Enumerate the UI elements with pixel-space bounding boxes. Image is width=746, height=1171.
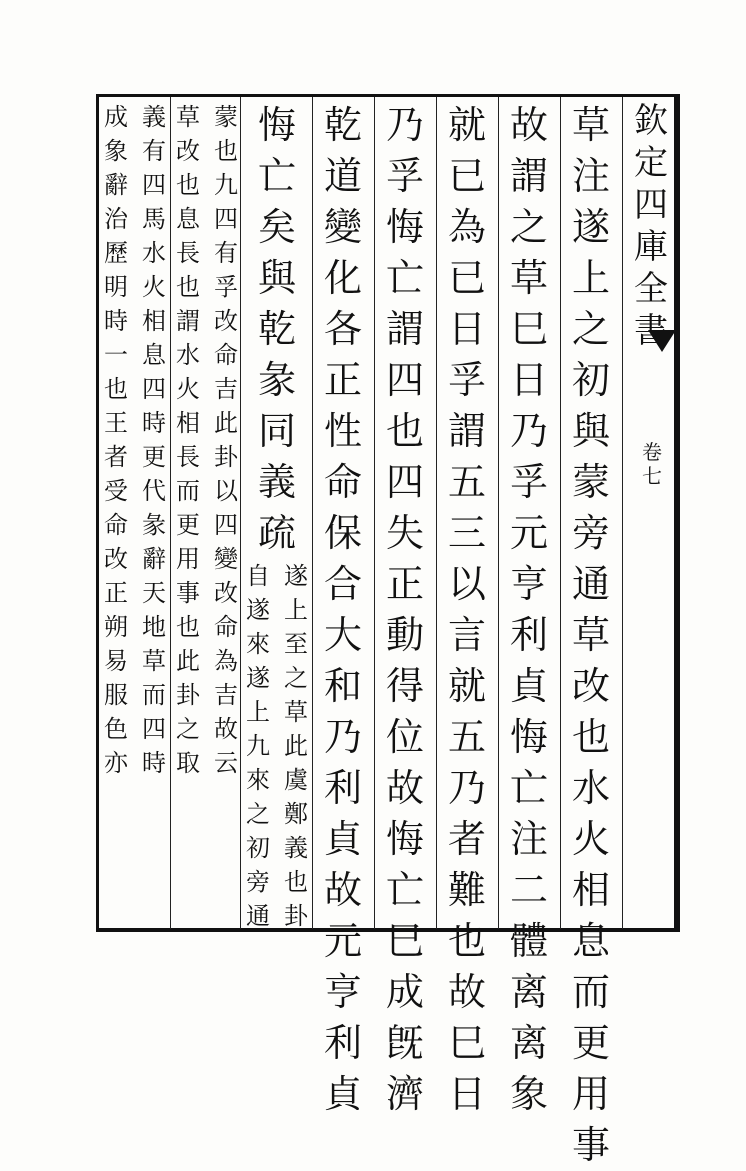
text-character: 亨 — [509, 562, 548, 606]
annotation-character: 卦 — [176, 681, 200, 709]
annotation-right — [210, 100, 242, 926]
annotation-character: 用 — [176, 545, 200, 573]
annotation-character: 義 — [284, 834, 308, 862]
annotation-character: 孚 — [214, 273, 238, 301]
text-character: 也 — [571, 715, 610, 759]
text-character: 亡 — [509, 766, 548, 810]
annotation-character: 馬 — [142, 205, 166, 233]
annotation-character: 色 — [104, 715, 128, 743]
annotation-character: 九 — [214, 171, 238, 199]
annotation-character: 也 — [284, 868, 308, 896]
text-character: 四 — [385, 460, 424, 504]
annotation-right — [138, 100, 170, 926]
text-character: 利 — [323, 1021, 362, 1065]
annotation-character: 九 — [246, 732, 270, 760]
annotation-character: 王 — [104, 409, 128, 437]
annotation-character: 也 — [176, 171, 200, 199]
annotation-character: 有 — [142, 137, 166, 165]
column-main-text — [242, 100, 312, 559]
text-character: 者 — [447, 817, 486, 861]
text-character: 貞 — [509, 664, 548, 708]
text-character: 息 — [571, 919, 610, 963]
margin-volume-label — [632, 440, 672, 488]
text-character: 日 — [447, 307, 486, 351]
annotation-character: 易 — [104, 647, 128, 675]
text-character: 悔 — [385, 205, 424, 249]
text-character: 日 — [509, 358, 548, 402]
text-character: 已 — [447, 256, 486, 300]
text-column-3 — [438, 100, 496, 1116]
annotation-character: 時 — [142, 749, 166, 777]
text-character: 成 — [385, 970, 424, 1014]
annotation-character: 上 — [284, 596, 308, 624]
annotation-character: 以 — [214, 477, 238, 505]
text-character: 同 — [257, 409, 296, 453]
annotation-character: 義 — [142, 103, 166, 131]
text-character: 更 — [571, 1021, 610, 1065]
annotation-character: 虞 — [284, 766, 308, 794]
annotation-character: 命 — [214, 341, 238, 369]
text-character: 道 — [323, 154, 362, 198]
annotation-character: 之 — [176, 715, 200, 743]
text-character: 大 — [323, 613, 362, 657]
text-character: 亨 — [323, 970, 362, 1014]
annotation-left — [172, 100, 204, 926]
text-character: 巳 — [509, 307, 548, 351]
annotation-character: 卦 — [284, 902, 308, 930]
annotation-character: 代 — [142, 477, 166, 505]
title-character: 書 — [634, 311, 668, 351]
annotation-character: 故 — [214, 715, 238, 743]
annotation-character: 四 — [214, 511, 238, 539]
text-character: 動 — [385, 613, 424, 657]
text-character: 故 — [447, 970, 486, 1014]
text-character: 化 — [323, 256, 362, 300]
text-character: 正 — [323, 358, 362, 402]
annotation-character: 草 — [142, 647, 166, 675]
annotation-character: 之 — [284, 664, 308, 692]
text-character: 注 — [509, 817, 548, 861]
annotation-right — [280, 559, 312, 933]
text-character: 變 — [323, 205, 362, 249]
text-character: 旁 — [571, 511, 610, 555]
title-character: 欽 — [634, 101, 668, 141]
text-character: 以 — [447, 562, 486, 606]
text-character: 為 — [447, 205, 486, 249]
annotation-character: 治 — [104, 205, 128, 233]
annotation-left — [242, 559, 274, 933]
text-character: 乃 — [323, 715, 362, 759]
annotation-character: 一 — [104, 341, 128, 369]
column-rule — [374, 97, 375, 929]
annotation-character: 改 — [214, 579, 238, 607]
text-character: 就 — [447, 664, 486, 708]
text-character: 通 — [571, 562, 610, 606]
annotation-character: 取 — [176, 749, 200, 777]
annotation-character: 有 — [214, 239, 238, 267]
annotation-character: 也 — [176, 273, 200, 301]
text-character: 得 — [385, 664, 424, 708]
annotation-character: 改 — [104, 545, 128, 573]
annotation-character: 相 — [142, 307, 166, 335]
text-character: 注 — [571, 154, 610, 198]
annotation-character: 時 — [104, 307, 128, 335]
annotation-character: 也 — [214, 137, 238, 165]
text-character: 悔 — [509, 715, 548, 759]
annotation-character: 而 — [176, 477, 200, 505]
text-character: 乾 — [257, 307, 296, 351]
fish-tail-mark — [648, 330, 676, 352]
annotation-character: 更 — [142, 443, 166, 471]
annotation-character: 之 — [246, 800, 270, 828]
volume-character: 七 — [642, 464, 662, 488]
text-character: 保 — [323, 511, 362, 555]
annotation-character: 草 — [284, 698, 308, 726]
text-character: 謂 — [509, 154, 548, 198]
annotation-character: 辭 — [142, 545, 166, 573]
annotation-character: 彖 — [142, 511, 166, 539]
text-character: 與 — [571, 409, 610, 453]
annotation-character: 改 — [214, 307, 238, 335]
annotation-character: 也 — [104, 375, 128, 403]
annotation-character: 四 — [214, 205, 238, 233]
text-character: 五 — [447, 460, 486, 504]
text-character: 相 — [571, 868, 610, 912]
text-character: 象 — [509, 1072, 548, 1116]
annotation-character: 天 — [142, 579, 166, 607]
annotation-character: 也 — [176, 613, 200, 641]
annotation-character: 受 — [104, 477, 128, 505]
text-character: 上 — [571, 256, 610, 300]
annotation-character: 此 — [214, 409, 238, 437]
annotation-character: 水 — [142, 239, 166, 267]
text-character: 乾 — [323, 103, 362, 147]
text-character: 濟 — [385, 1072, 424, 1116]
text-character: 彖 — [257, 358, 296, 402]
annotation-character: 事 — [176, 579, 200, 607]
text-character: 蒙 — [571, 460, 610, 504]
annotation-character: 來 — [246, 630, 270, 658]
volume-character: 卷 — [642, 440, 662, 464]
text-character: 貞 — [323, 1072, 362, 1116]
text-character: 元 — [509, 511, 548, 555]
text-character: 元 — [323, 919, 362, 963]
annotation-character: 四 — [142, 715, 166, 743]
text-character: 事 — [571, 1123, 610, 1167]
column-annotation — [242, 559, 312, 933]
annotation-character: 象 — [104, 137, 128, 165]
text-character: 謂 — [385, 307, 424, 351]
annotation-character: 卦 — [214, 443, 238, 471]
annotation-character: 更 — [176, 511, 200, 539]
text-character: 矣 — [257, 205, 296, 249]
text-character: 利 — [323, 766, 362, 810]
column-rule — [498, 97, 499, 929]
annotation-character: 自 — [246, 562, 270, 590]
text-character: 和 — [323, 664, 362, 708]
annotation-character: 為 — [214, 647, 238, 675]
text-character: 體 — [509, 919, 548, 963]
annotation-character: 此 — [284, 732, 308, 760]
text-character: 离 — [509, 1021, 548, 1065]
text-character: 也 — [385, 409, 424, 453]
text-character: 改 — [571, 664, 610, 708]
text-character: 合 — [323, 562, 362, 606]
annotation-character: 火 — [142, 273, 166, 301]
text-character: 遂 — [571, 205, 610, 249]
title-character: 四 — [634, 185, 668, 225]
annotation-character: 服 — [104, 681, 128, 709]
text-character: 貞 — [323, 817, 362, 861]
text-character: 之 — [509, 205, 548, 249]
text-character: 草 — [509, 256, 548, 300]
column-rule — [312, 97, 313, 929]
text-column-6 — [242, 100, 312, 930]
text-character: 亡 — [385, 868, 424, 912]
text-character: 旣 — [385, 1021, 424, 1065]
text-character: 而 — [571, 970, 610, 1014]
text-character: 乃 — [447, 766, 486, 810]
text-character: 位 — [385, 715, 424, 759]
text-column-4 — [376, 100, 434, 1116]
annotation-character: 來 — [246, 766, 270, 794]
text-character: 已 — [447, 154, 486, 198]
text-character: 正 — [385, 562, 424, 606]
text-character: 失 — [385, 511, 424, 555]
annotation-character: 辭 — [104, 171, 128, 199]
annotation-character: 云 — [214, 749, 238, 777]
text-character: 乃 — [509, 409, 548, 453]
annotation-character: 上 — [246, 698, 270, 726]
annotation-character: 者 — [104, 443, 128, 471]
text-character: 也 — [447, 919, 486, 963]
text-character: 之 — [571, 307, 610, 351]
text-character: 疏 — [257, 511, 296, 555]
annotation-character: 息 — [176, 205, 200, 233]
annotation-character: 遂 — [246, 664, 270, 692]
text-character: 故 — [323, 868, 362, 912]
text-character: 謂 — [447, 409, 486, 453]
annotation-character: 成 — [104, 103, 128, 131]
annotation-character: 此 — [176, 647, 200, 675]
text-character: 日 — [447, 1072, 486, 1116]
text-character: 命 — [323, 460, 362, 504]
text-character: 言 — [447, 613, 486, 657]
text-character: 就 — [447, 103, 486, 147]
text-character: 利 — [509, 613, 548, 657]
annotation-character: 朔 — [104, 613, 128, 641]
text-character: 二 — [509, 868, 548, 912]
text-column-8 — [100, 100, 170, 926]
annotation-character: 改 — [176, 137, 200, 165]
annotation-character: 蒙 — [214, 103, 238, 131]
text-character: 義 — [257, 460, 296, 504]
annotation-character: 遂 — [284, 562, 308, 590]
text-character: 巳 — [447, 1021, 486, 1065]
annotation-character: 命 — [104, 511, 128, 539]
text-character: 性 — [323, 409, 362, 453]
text-character: 孚 — [385, 154, 424, 198]
text-character: 難 — [447, 868, 486, 912]
text-character: 火 — [571, 817, 610, 861]
annotation-character: 四 — [142, 375, 166, 403]
text-character: 用 — [571, 1072, 610, 1116]
annotation-character: 長 — [176, 443, 200, 471]
text-character: 三 — [447, 511, 486, 555]
annotation-character: 息 — [142, 341, 166, 369]
text-character: 初 — [571, 358, 610, 402]
annotation-character: 亦 — [104, 749, 128, 777]
text-character: 亡 — [257, 154, 296, 198]
annotation-character: 火 — [176, 375, 200, 403]
annotation-character: 草 — [176, 103, 200, 131]
annotation-character: 相 — [176, 409, 200, 437]
annotation-character: 變 — [214, 545, 238, 573]
text-column-1 — [562, 100, 620, 1167]
title-character: 定 — [634, 143, 668, 183]
title-character: 全 — [634, 269, 668, 309]
annotation-character: 吉 — [214, 681, 238, 709]
text-character: 草 — [571, 103, 610, 147]
annotation-character: 命 — [214, 613, 238, 641]
annotation-character: 而 — [142, 681, 166, 709]
annotation-character: 通 — [246, 902, 270, 930]
annotation-character: 地 — [142, 613, 166, 641]
annotation-character: 四 — [142, 171, 166, 199]
annotation-character: 正 — [104, 579, 128, 607]
annotation-character: 時 — [142, 409, 166, 437]
annotation-character: 至 — [284, 630, 308, 658]
column-rule — [170, 97, 171, 929]
annotation-character: 遂 — [246, 596, 270, 624]
text-character: 悔 — [257, 103, 296, 147]
annotation-character: 水 — [176, 341, 200, 369]
text-character: 离 — [509, 970, 548, 1014]
annotation-character: 明 — [104, 273, 128, 301]
text-character: 與 — [257, 256, 296, 300]
text-character: 水 — [571, 766, 610, 810]
text-character: 五 — [447, 715, 486, 759]
title-character: 庫 — [634, 227, 668, 267]
text-column-5 — [314, 100, 372, 1116]
text-character: 亡 — [385, 256, 424, 300]
text-character: 各 — [323, 307, 362, 351]
annotation-left — [100, 100, 132, 926]
text-column-2 — [500, 100, 558, 1116]
column-rule — [560, 97, 561, 929]
text-character: 悔 — [385, 817, 424, 861]
annotation-character: 歷 — [104, 239, 128, 267]
text-character: 草 — [571, 613, 610, 657]
annotation-character: 吉 — [214, 375, 238, 403]
annotation-character: 旁 — [246, 868, 270, 896]
text-character: 故 — [509, 103, 548, 147]
text-character: 故 — [385, 766, 424, 810]
annotation-character: 初 — [246, 834, 270, 862]
text-character: 孚 — [447, 358, 486, 402]
text-character: 乃 — [385, 103, 424, 147]
text-column-7 — [172, 100, 242, 926]
text-character: 孚 — [509, 460, 548, 504]
margin-book-title — [622, 100, 680, 352]
annotation-character: 長 — [176, 239, 200, 267]
text-character: 四 — [385, 358, 424, 402]
text-character: 巳 — [385, 919, 424, 963]
column-rule — [436, 97, 437, 929]
annotation-character: 謂 — [176, 307, 200, 335]
annotation-character: 鄭 — [284, 800, 308, 828]
